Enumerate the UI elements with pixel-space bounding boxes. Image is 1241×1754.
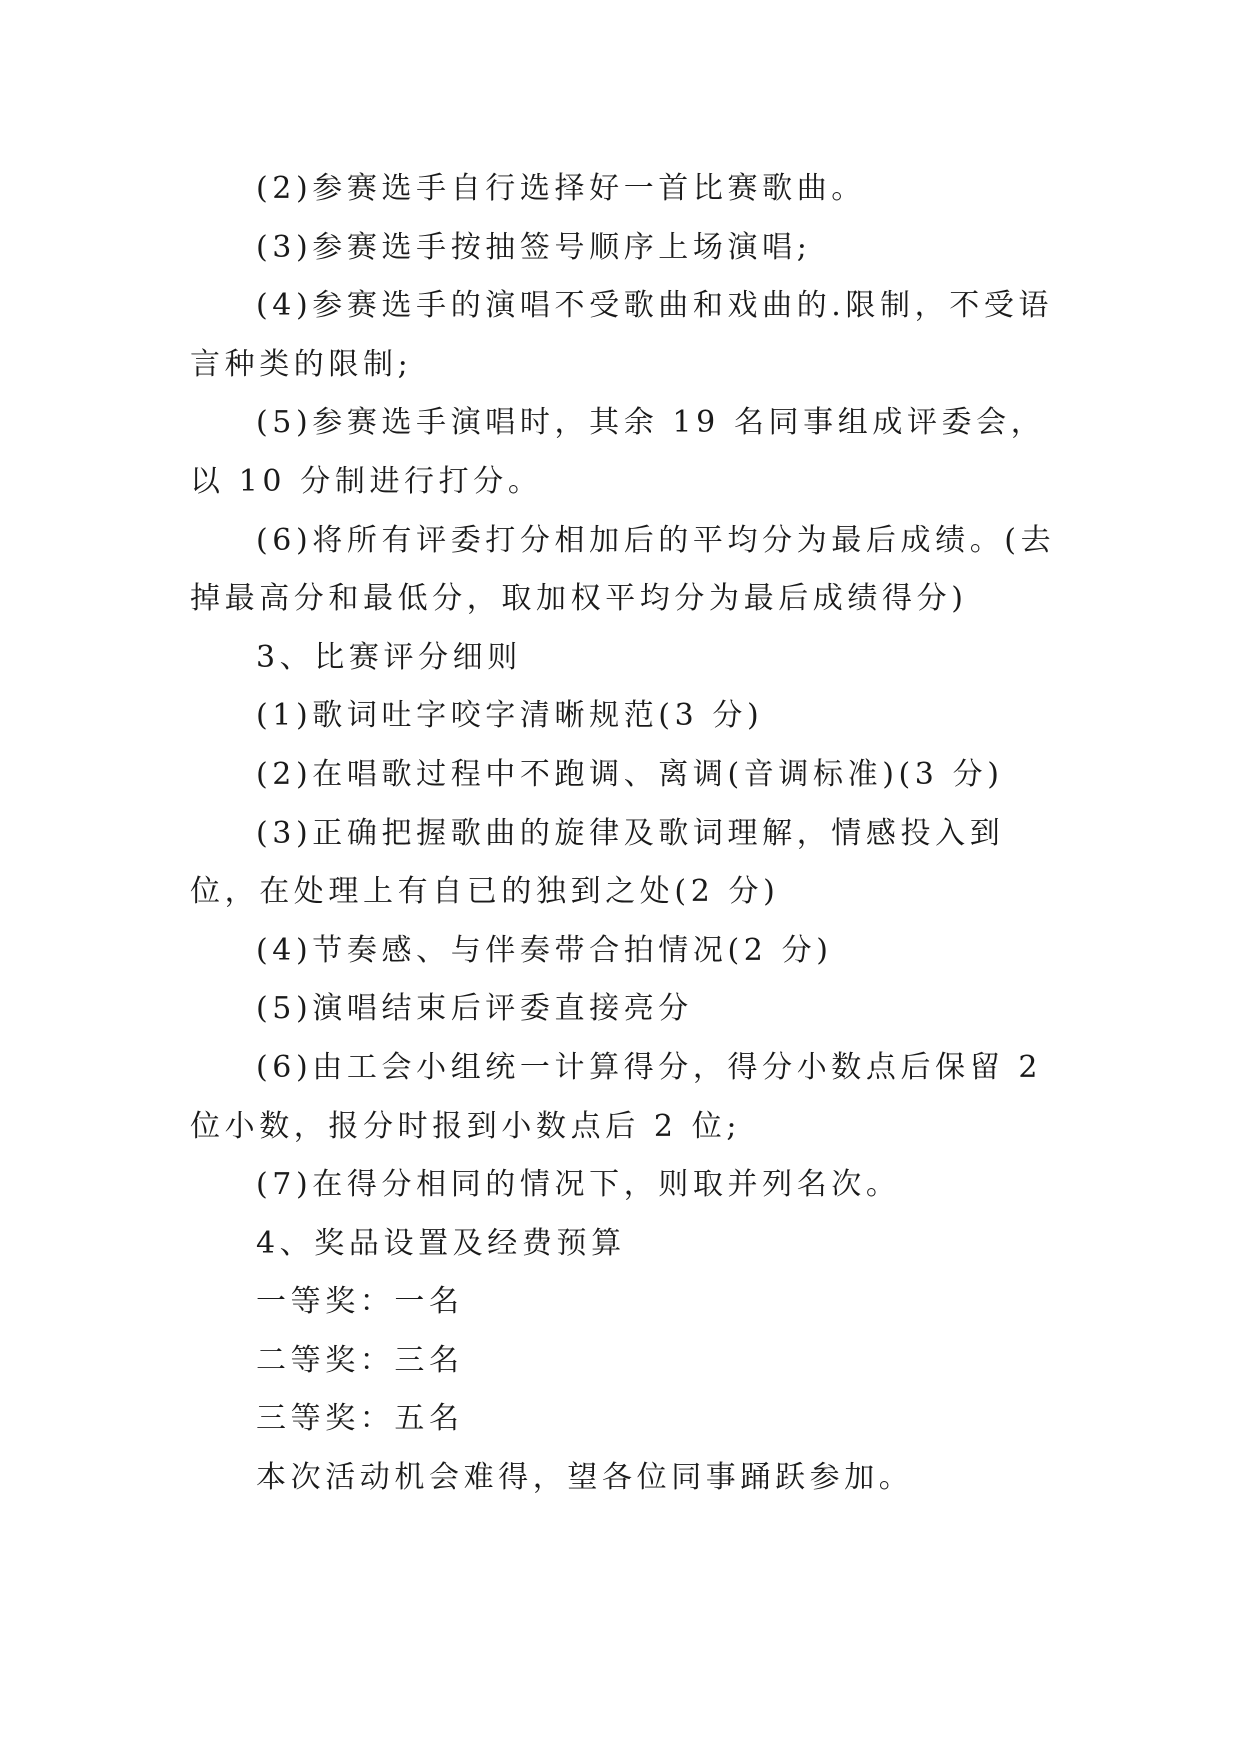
section-heading-prizes: 4、奖品设置及经费预算 [256,1225,626,1261]
scoring-item-4: (4)节奏感、与伴奏带合拍情况(2 分) [256,932,833,968]
scoring-item-6: (6)由工会小组统一计算得分，得分小数点后保留 2 位小数，报分时报到小数点后 2 位; [190,1049,1043,1144]
scoring-item-7: (7)在得分相同的情况下，则取并列名次。 [256,1167,901,1203]
rule-item-4: (4)参赛选手的演唱不受歌曲和戏曲的.限制，不受语言种类的限制; [190,288,1054,382]
rule-item-3: (3)参赛选手按抽签号顺序上场演唱; [256,229,812,265]
closing-note: 本次活动机会难得，望各位同事踊跃参加。 [256,1460,914,1496]
prize-first: 一等奖：一名 [256,1284,464,1320]
scoring-item-3: (3)正确把握歌曲的旋律及歌词理解，情感投入到位，在处理上有自已的独到之处(2 分) [190,815,1005,910]
section-heading-scoring: 3、比赛评分细则 [256,639,522,675]
rule-item-5: (5)参赛选手演唱时，其余 19 名同事组成评委会，以 10 分制进行打分。 [190,405,1046,499]
scoring-item-1: (1)歌词吐字咬字清晰规范(3 分) [256,698,764,734]
rule-item-6: (6)将所有评委打分相加后的平均分为最后成绩。(去掉最高分和最低分，取加权平均分为最后成绩得分) [190,522,1056,617]
rule-item-2: (2)参赛选手自行选择好一首比赛歌曲。 [256,171,866,206]
document-page [190,160,1060,1660]
prize-second: 二等奖：三名 [256,1342,464,1378]
scoring-item-2: (2)在唱歌过程中不跑调、离调(音调标准)(3 分) [256,756,1004,792]
scoring-item-5: (5)演唱结束后评委直接亮分 [256,991,693,1027]
prize-third: 三等奖：五名 [256,1401,464,1437]
